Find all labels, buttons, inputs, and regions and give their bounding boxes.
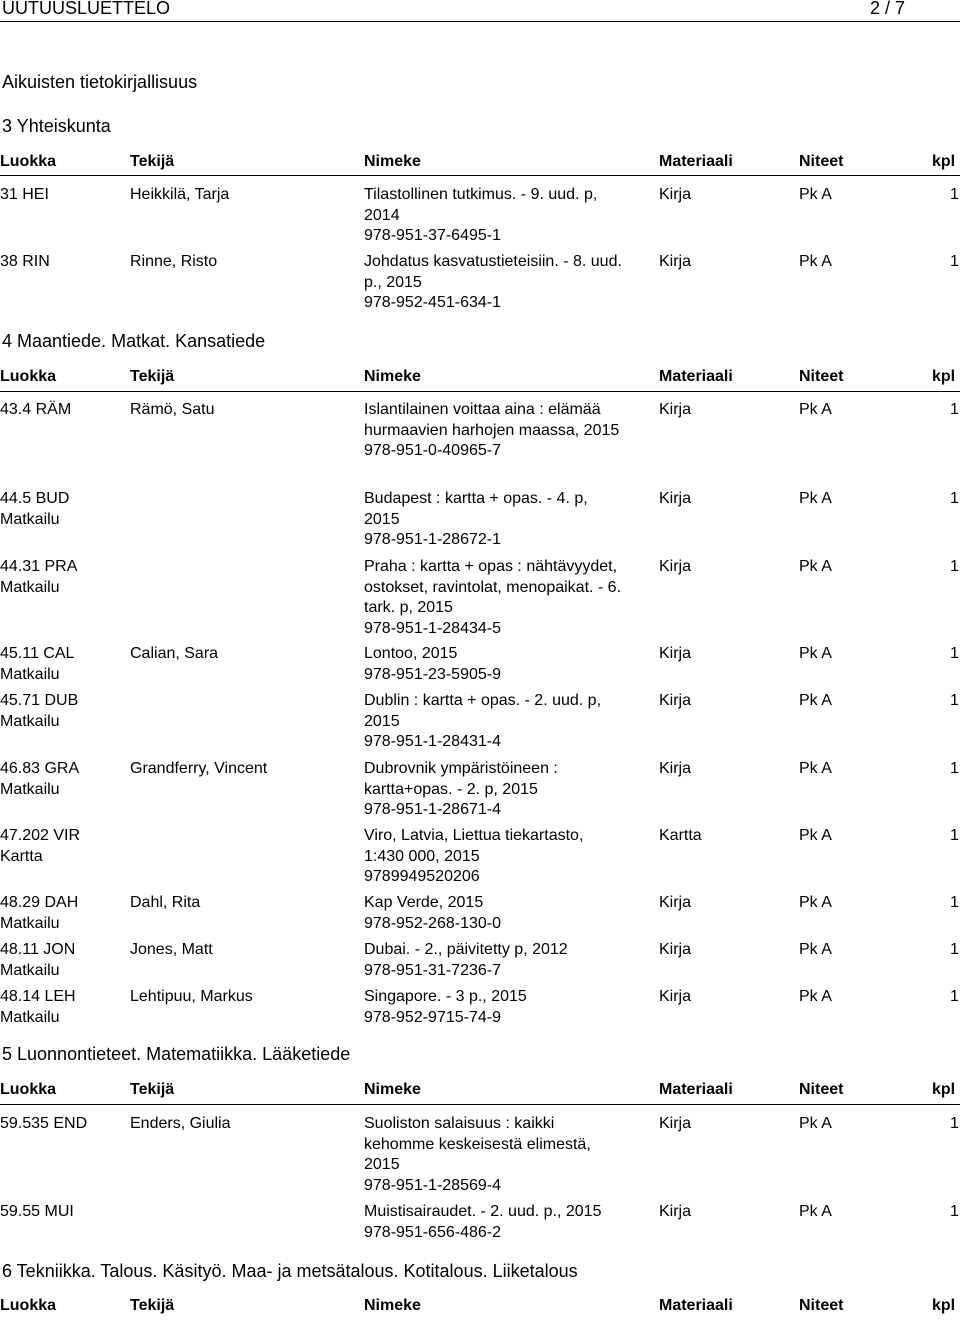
- section-heading: 4 Maantiede. Matkat. Kansatiede: [2, 331, 266, 351]
- isbn-line: 978-952-451-634-1: [364, 294, 501, 311]
- location-cell: Pk A: [799, 894, 832, 911]
- title-line: 2014: [364, 206, 400, 224]
- location-cell: Pk A: [799, 253, 832, 270]
- author-cell: Dahl, Rita: [130, 894, 201, 911]
- column-header-rule: [0, 391, 960, 392]
- column-header-materiaali: Materiaali: [659, 153, 733, 170]
- column-header-niteet: Niteet: [799, 153, 844, 170]
- column-header-tekija: Tekijä: [130, 1297, 175, 1314]
- section-heading: 6 Tekniikka. Talous. Käsityö. Maa- ja metsätalous. Kotitalous. Liiketalous: [2, 1261, 578, 1281]
- location-cell: Pk A: [799, 186, 832, 203]
- title-line: hurmaavien harhojen maassa, 2015: [364, 421, 620, 439]
- isbn-line: 978-951-1-28671-4: [364, 801, 501, 818]
- column-header-nimeke: Nimeke: [364, 1297, 421, 1314]
- subject-tag: Matkailu: [0, 712, 60, 730]
- classification-code: 59.535 END: [0, 1115, 88, 1132]
- column-header-kpl: kpl: [932, 368, 956, 385]
- classification-code: 59.55 MUI: [0, 1203, 74, 1220]
- material-cell: Kirja: [659, 692, 692, 709]
- title-line: Tilastollinen tutkimus. - 9. uud. p,: [364, 186, 598, 203]
- page-header: [0, 0, 960, 18]
- material-cell: Kirja: [659, 988, 692, 1005]
- author-cell: Heikkilä, Tarja: [130, 186, 230, 203]
- count-cell: 1: [950, 894, 959, 911]
- title-cell: [364, 940, 654, 981]
- count-cell: 1: [950, 645, 959, 662]
- author-cell: Lehtipuu, Markus: [130, 988, 253, 1005]
- column-header-nimeke: Nimeke: [364, 1081, 421, 1098]
- location-cell: Pk A: [799, 760, 832, 777]
- luokka-cell: [0, 489, 125, 530]
- location-cell: Pk A: [799, 988, 832, 1005]
- column-header-niteet: Niteet: [799, 1297, 844, 1314]
- luokka-cell: [0, 940, 125, 981]
- title-line: 1:430 000, 2015: [364, 847, 480, 865]
- location-cell: Pk A: [799, 1203, 832, 1220]
- isbn-line: 978-952-268-130-0: [364, 914, 501, 932]
- isbn-line: 978-951-23-5905-9: [364, 665, 501, 683]
- count-cell: 1: [950, 186, 959, 203]
- count-cell: 1: [950, 988, 959, 1005]
- material-cell: Kirja: [659, 760, 692, 777]
- location-cell: Pk A: [799, 827, 832, 844]
- subject-tag: Matkailu: [0, 961, 60, 979]
- location-cell: Pk A: [799, 490, 832, 507]
- subject-tag: Matkailu: [0, 510, 60, 528]
- count-cell: 1: [950, 490, 959, 507]
- count-cell: 1: [950, 1203, 959, 1220]
- column-header-row: [0, 1297, 960, 1317]
- material-cell: Kirja: [659, 941, 692, 958]
- author-cell: Grandferry, Vincent: [130, 760, 268, 777]
- title-line: Lontoo, 2015: [364, 645, 458, 662]
- count-cell: 1: [950, 401, 959, 418]
- title-line: Singapore. - 3 p., 2015: [364, 988, 527, 1005]
- classification-code: 48.14 LEH: [0, 988, 76, 1005]
- title-line: 2015: [364, 510, 400, 528]
- count-cell: 1: [950, 253, 959, 270]
- isbn-line: 978-951-656-486-2: [364, 1223, 501, 1241]
- isbn-line: 978-951-1-28434-5: [364, 619, 501, 637]
- column-header-luokka: Luokka: [0, 1081, 57, 1098]
- subject-tag: Matkailu: [0, 665, 60, 683]
- title-cell: [364, 557, 654, 639]
- subject-tag: Matkailu: [0, 780, 60, 798]
- classification-code: 46.83 GRA: [0, 760, 80, 777]
- count-cell: 1: [950, 941, 959, 958]
- classification-code: 44.31 PRA: [0, 558, 78, 575]
- luokka-cell: [0, 557, 125, 598]
- isbn-line: 978-951-0-40965-7: [364, 442, 501, 459]
- material-cell: Kirja: [659, 894, 692, 911]
- column-header-niteet: Niteet: [799, 368, 844, 385]
- title-line: tark. p, 2015: [364, 599, 453, 616]
- document-title: UUTUUSLUETTELO: [2, 0, 171, 18]
- count-cell: 1: [950, 558, 959, 575]
- material-cell: Kirja: [659, 253, 692, 270]
- title-line: kehomme keskeisestä elimestä,: [364, 1135, 591, 1153]
- title-line: Muistisairaudet. - 2. uud. p., 2015: [364, 1203, 602, 1220]
- section-heading: 3 Yhteiskunta: [2, 116, 111, 136]
- title-line: Dubai. - 2., päivitetty p, 2012: [364, 941, 568, 958]
- title-line: 2015: [364, 712, 400, 730]
- location-cell: Pk A: [799, 941, 832, 958]
- page-number: 2 / 7: [870, 0, 906, 18]
- title-line: p., 2015: [364, 273, 422, 291]
- author-cell: Rinne, Risto: [130, 253, 218, 270]
- count-cell: 1: [950, 827, 959, 844]
- column-header-luokka: Luokka: [0, 368, 57, 385]
- column-header-kpl: kpl: [932, 153, 956, 170]
- column-header-luokka: Luokka: [0, 1297, 57, 1314]
- column-header-nimeke: Nimeke: [364, 153, 421, 170]
- category-heading: Aikuisten tietokirjallisuus: [2, 72, 198, 92]
- location-cell: Pk A: [799, 401, 832, 418]
- column-header-kpl: kpl: [932, 1081, 956, 1098]
- column-header-row: [0, 153, 960, 173]
- title-cell: [364, 489, 654, 551]
- title-line: Islantilainen voittaa aina : elämää: [364, 401, 601, 418]
- title-cell: [364, 400, 654, 462]
- title-line: Viro, Latvia, Liettua tiekartasto,: [364, 827, 584, 844]
- title-line: ostokset, ravintolat, menopaikat. - 6.: [364, 578, 622, 596]
- isbn-line: 978-951-1-28672-1: [364, 531, 501, 548]
- location-cell: Pk A: [799, 558, 832, 575]
- luokka-cell: [0, 644, 125, 685]
- title-line: Johdatus kasvatustieteisiin. - 8. uud.: [364, 253, 622, 270]
- title-cell: [364, 644, 654, 685]
- title-cell: [364, 826, 654, 888]
- column-header-niteet: Niteet: [799, 1081, 844, 1098]
- material-cell: Kirja: [659, 1115, 692, 1132]
- isbn-line: 978-951-1-28569-4: [364, 1176, 501, 1194]
- classification-code: 47.202 VIR: [0, 827, 81, 844]
- luokka-cell: [0, 1202, 125, 1223]
- column-header-rule: [0, 175, 960, 176]
- classification-code: 38 RIN: [0, 253, 50, 270]
- location-cell: Pk A: [799, 692, 832, 709]
- count-cell: 1: [950, 692, 959, 709]
- column-header-rule: [0, 1104, 960, 1105]
- classification-code: 48.29 DAH: [0, 894, 79, 911]
- luokka-cell: [0, 759, 125, 800]
- subject-tag: Matkailu: [0, 578, 60, 596]
- column-header-row: [0, 368, 960, 388]
- column-header-kpl: kpl: [932, 1297, 956, 1314]
- title-cell: [364, 691, 654, 753]
- subject-tag: Kartta: [0, 847, 43, 865]
- isbn-line: 978-951-1-28431-4: [364, 733, 501, 750]
- classification-code: 48.11 JON: [0, 941, 76, 958]
- location-cell: Pk A: [799, 1115, 832, 1132]
- title-line: Kap Verde, 2015: [364, 894, 484, 911]
- classification-code: 43.4 RÄM: [0, 401, 72, 418]
- isbn-line: 978-952-9715-74-9: [364, 1008, 501, 1026]
- title-line: kartta+opas. - 2. p, 2015: [364, 780, 538, 798]
- isbn-line: 978-951-31-7236-7: [364, 961, 501, 979]
- author-cell: Calian, Sara: [130, 645, 219, 662]
- classification-code: 44.5 BUD: [0, 490, 70, 507]
- luokka-cell: [0, 691, 125, 732]
- subject-tag: Matkailu: [0, 1008, 60, 1026]
- location-cell: Pk A: [799, 645, 832, 662]
- author-cell: Enders, Giulia: [130, 1115, 231, 1132]
- header-rule: [0, 21, 960, 22]
- material-cell: Kirja: [659, 1203, 692, 1220]
- title-cell: [364, 987, 654, 1028]
- luokka-cell: [0, 400, 125, 421]
- author-cell: Rämö, Satu: [130, 401, 215, 418]
- column-header-tekija: Tekijä: [130, 368, 175, 385]
- subject-tag: Matkailu: [0, 914, 60, 932]
- column-header-materiaali: Materiaali: [659, 368, 733, 385]
- classification-code: 45.11 CAL: [0, 645, 75, 662]
- column-header-luokka: Luokka: [0, 153, 57, 170]
- title-line: Praha : kartta + opas : nähtävyydet,: [364, 558, 618, 575]
- isbn-line: 978-951-37-6495-1: [364, 227, 501, 244]
- title-line: Dubrovnik ympäristöineen :: [364, 760, 558, 777]
- luokka-cell: [0, 252, 125, 273]
- title-cell: [364, 1202, 654, 1243]
- column-header-materiaali: Materiaali: [659, 1081, 733, 1098]
- count-cell: 1: [950, 1115, 959, 1132]
- luokka-cell: [0, 826, 125, 867]
- luokka-cell: [0, 987, 125, 1028]
- title-line: 2015: [364, 1156, 400, 1173]
- luokka-cell: [0, 893, 125, 934]
- title-cell: [364, 1114, 654, 1196]
- material-cell: Kirja: [659, 558, 692, 575]
- material-cell: Kirja: [659, 401, 692, 418]
- isbn-line: 9789949520206: [364, 868, 480, 885]
- title-cell: [364, 252, 654, 314]
- material-cell: Kartta: [659, 827, 702, 844]
- title-line: Dublin : kartta + opas. - 2. uud. p,: [364, 692, 602, 709]
- section-heading: 5 Luonnontieteet. Matematiikka. Lääketiede: [2, 1044, 351, 1064]
- material-cell: Kirja: [659, 645, 692, 662]
- title-cell: [364, 759, 654, 821]
- luokka-cell: [0, 185, 125, 206]
- title-line: Suoliston salaisuus : kaikki: [364, 1115, 555, 1132]
- author-cell: Jones, Matt: [130, 941, 213, 958]
- title-line: Budapest : kartta + opas. - 4. p,: [364, 490, 588, 507]
- material-cell: Kirja: [659, 186, 692, 203]
- classification-code: 45.71 DUB: [0, 692, 79, 709]
- column-header-row: [0, 1081, 960, 1101]
- title-cell: [364, 185, 654, 247]
- column-header-tekija: Tekijä: [130, 1081, 175, 1098]
- column-header-tekija: Tekijä: [130, 153, 175, 170]
- column-header-nimeke: Nimeke: [364, 368, 421, 385]
- luokka-cell: [0, 1114, 125, 1135]
- material-cell: Kirja: [659, 490, 692, 507]
- title-cell: [364, 893, 654, 934]
- classification-code: 31 HEI: [0, 186, 49, 203]
- count-cell: 1: [950, 760, 959, 777]
- column-header-materiaali: Materiaali: [659, 1297, 733, 1314]
